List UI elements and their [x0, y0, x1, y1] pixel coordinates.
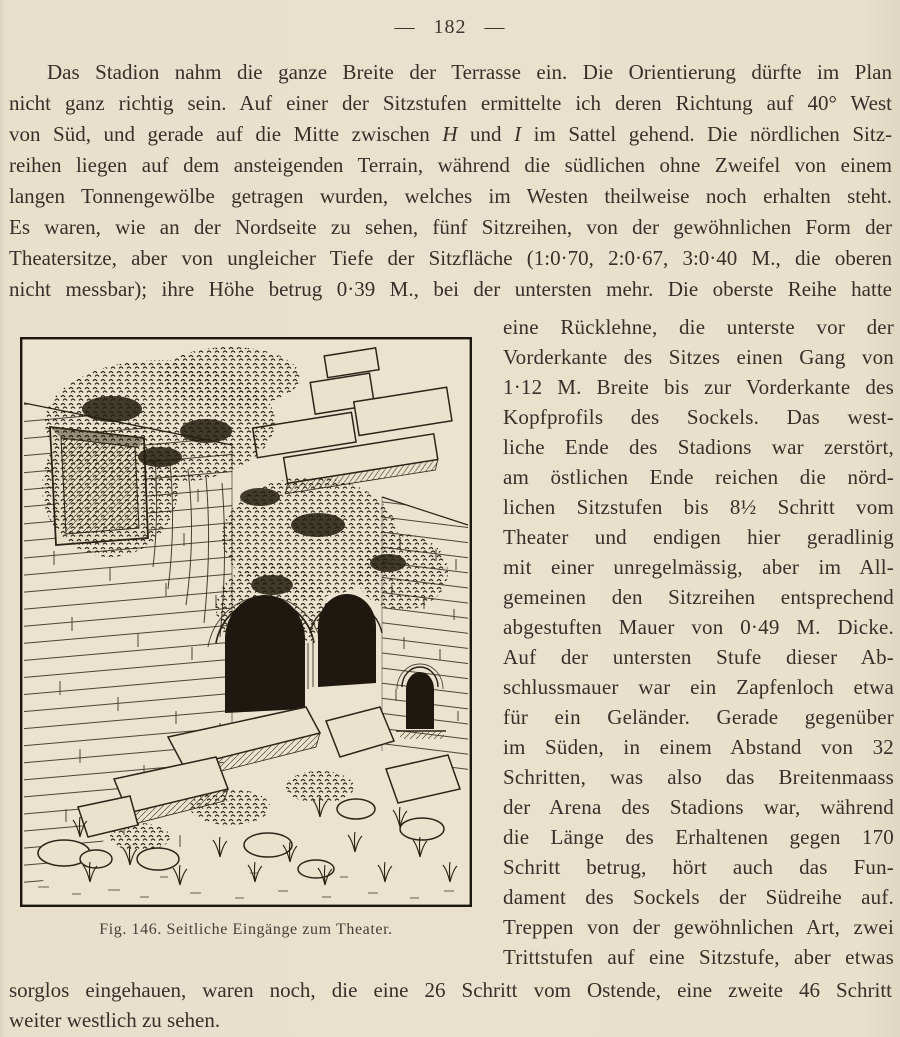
text-line: Es waren, wie an der Nordseite zu sehen, fünf Sitzreihen, von der gewöhnlichen Form der [9, 215, 892, 239]
figure-caption: Fig. 146. Seitliche Eingänge zum Theater. [99, 921, 393, 938]
text-line: nicht messbar); ihre Höhe betrug 0·39 M., bei der untersten mehr. Die oberste Reihe hatte [9, 277, 892, 301]
text-line: weiter westlich zu sehen. [9, 1008, 221, 1032]
page-number: — 182 — [394, 16, 506, 38]
text-line: nicht ganz richtig sein. Auf einer der Sitzstufen ermittelte ich deren Richtung auf 40° West [9, 91, 892, 115]
text-line: am östlichen Ende reichen die nörd- [503, 465, 894, 489]
figure-engraving-theater-ruins [20, 337, 472, 907]
text-line: für ein Geländer. Gerade gegenüber [503, 705, 894, 729]
plan-point-i: I [514, 122, 522, 146]
text-line: Auf der untersten Stufe dieser Ab- [503, 645, 894, 669]
paragraph-bottom [9, 975, 892, 1035]
text-line: Theatersitze, aber von ungleicher Tiefe der Sitzfläche (1:0·70, 2:0·67, 3:0·40 M., die oberen [9, 246, 892, 270]
text-line: die Länge des Erhaltenen gegen 170 [503, 825, 894, 849]
text-line: mit einer unregelmässig, aber im All- [503, 555, 894, 579]
text-line: liche Ende des Stadions war zerstört, [503, 435, 894, 459]
text-line: Theater und endigen hier geradlinig [503, 525, 894, 549]
text-line: schlussmauer war ein Zapfenloch etwa [503, 675, 894, 699]
text-line: der Arena des Stadions war, während [503, 795, 894, 819]
text-line: Treppen von der gewöhnlichen Art, zwei [503, 915, 894, 939]
text-line: Schritten, was also das Breitenmaass [503, 765, 894, 789]
text-line: Kopfprofils des Sockels. Das west- [503, 405, 894, 429]
right-text-column [503, 312, 894, 972]
text-line: abgestuften Mauer von 0·49 M. Dicke. [503, 615, 894, 639]
text-line: Vorderkante des Sitzes einen Gang von [503, 345, 894, 369]
ruins-illustration [20, 337, 472, 907]
text-line: sorglos eingehauen, waren noch, die eine 26 Schritt vom Ostende, eine zweite 46 Schritt [9, 978, 892, 1002]
text-line: Schritt betrug, hört auch das Fun- [503, 855, 894, 879]
text-line: Das Stadion nahm die ganze Breite der Terrasse ein. Die Orientierung dürfte im Plan [47, 60, 892, 84]
text-line: dament des Sockels der Südreihe auf. [503, 885, 894, 909]
paragraph-top [9, 57, 892, 305]
text-line: lichen Sitzstufen bis 8½ Schritt vom [503, 495, 894, 519]
text-line: eine Rücklehne, die unterste vor der [503, 315, 894, 339]
text-line: reihen liegen auf dem ansteigenden Terrain, während die südlichen ohne Zweifel von einem [9, 153, 892, 177]
plan-point-h: H [442, 122, 458, 146]
text-line: Trittstufen auf eine Sitzstufe, aber etwas [503, 945, 894, 969]
text-line: von Süd, und gerade auf die Mitte zwischen H und I im Sattel gehend. Die nördlichen Sitz- [9, 122, 893, 146]
text-line: gemeinen den Sitzreihen entsprechend [503, 585, 894, 609]
text-line: langen Tonnengewölbe getragen wurden, welches im Westen theilweise noch erhalten steht. [9, 184, 892, 208]
text-line: 1·12 M. Breite bis zur Vorderkante des [503, 375, 894, 399]
text-line: im Süden, in einem Abstand von 32 [503, 735, 894, 759]
